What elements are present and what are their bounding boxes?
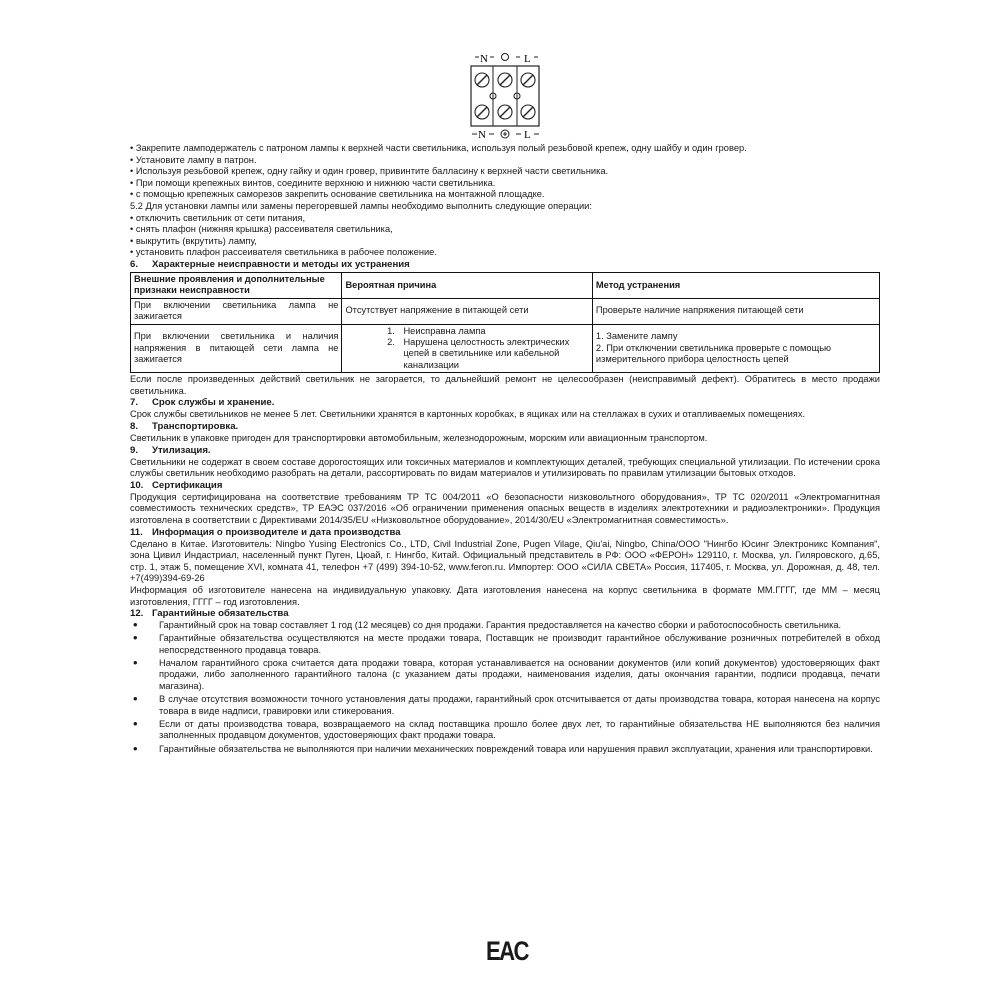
list-item: • Гарантийные обязательства осуществляются на месте продажи товара, Поставщик не производит гарантийное обслуживание розничных потребителей в обход непосредственного продавца товара. <box>130 633 880 656</box>
terminal-block-diagram <box>468 52 542 140</box>
diagram-label-bottom-n: N <box>478 129 486 140</box>
fault-2-remedies <box>592 324 879 373</box>
intro-bullet-5: • с помощью крепежных саморезов закрепить основание светильника на монтажной площадке. <box>130 189 545 200</box>
document-body <box>130 143 880 757</box>
faults-table-row <box>131 324 880 373</box>
intro-bullet-1: • Закрепите ламподержатель с патроном лампы к верхней части светильника, используя полый резьбовой крепеж, одну шайбу и один гровер. <box>130 143 747 153</box>
section-12-title: Гарантийные обязательства <box>152 608 289 620</box>
section-6-number: 6. <box>130 258 139 270</box>
section-9-heading <box>130 445 880 457</box>
section-8-heading <box>130 421 880 433</box>
section-12-number: 12. <box>130 608 144 620</box>
section-8-number: 8. <box>130 420 139 432</box>
section-5-2-step-2: • снять плафон (нижняя крышка) рассеивателя светильника, <box>130 224 393 235</box>
section-9-text: Светильники не содержат в своем составе дорогостоящих или токсичных материалов и комплектующих деталей, требующих специальной утилизации. По истечении срока службы светильник необходимо разобрать на детали, рассортировать по видам материалов и утилизировать по правилам утилизации бытовых отходов. <box>130 456 880 479</box>
section-10-title: Сертификация <box>152 479 223 491</box>
section-7-heading <box>130 397 880 409</box>
section-5-2-step-3: • выкрутить (вкрутить) лампу, <box>130 235 257 246</box>
diagram-label-top-l: L <box>524 53 531 65</box>
section-11-heading <box>130 527 880 539</box>
section-10-text: Продукция сертифицирована на соответствие требованиям ТР ТС 004/2011 «О безопасности низковольтного оборудования», ТР ТС 020/2011 «Электромагнитная совместимость технических средств», ТР ЕАЭС 037/2016 «Об ограничении применения опасных веществ в изделиях электротехники и радиоэлектроники». Продукция изготовлена в соответствии с Директивами 2014/35/EU «Низковольтное оборудование», 2014/30/EU «Электромагнитная совместимость». <box>130 491 880 525</box>
section-8-text: Светильник в упаковке пригоден для транспортировки автомобильным, железнодорожным, морским или авиационным транспортом. <box>130 432 708 443</box>
eac-certification-mark: EAC <box>486 936 528 966</box>
intro-bullet-3: • Используя резьбовой крепеж, одну гайку и один гровер, привинтите балласину к верхней части светильника. <box>130 166 609 177</box>
section-10-number: 10. <box>130 479 144 491</box>
section-5-2-intro: 5.2 Для установки лампы или замены перегоревшей лампы необходимо выполнить следующие операции: <box>130 200 592 211</box>
section-6-after-text: Если после произведенных действий светильник не загорается, то дальнейший ремонт не целесообразен (неисправимый дефект). Обратитесь в место продажи светильника. <box>130 374 880 396</box>
fault-1-cause: Отсутствует напряжение в питающей сети <box>342 298 592 324</box>
section-11-number: 11. <box>130 526 143 538</box>
faults-table-header-symptom: Внешние проявления и дополнительные признаки неисправности <box>131 272 342 298</box>
section-9-number: 9. <box>130 444 139 456</box>
section-5-2-step-1: • отключить светильник от сети питания, <box>130 212 306 223</box>
intro-bullet-4: • При помощи крепежных винтов, соедините верхнюю и нижнюю части светильника. <box>130 177 496 188</box>
section-7-title: Срок службы и хранение. <box>152 397 275 409</box>
section-7-number: 7. <box>130 397 139 409</box>
faults-table-header-remedy: Метод устранения <box>592 272 879 298</box>
list-item: • Гарантийный срок на товар составляет 1 год (12 месяцев) со дня продажи. Гарантия предоставляется на качество сборки и работоспособность светильника. <box>130 620 880 632</box>
faults-table-row <box>131 298 880 324</box>
fault-1-symptom: При включении светильника лампа не зажигается <box>131 298 342 324</box>
section-11-title: Информация о производителе и дата производства <box>152 526 401 538</box>
faults-table-header-row <box>131 272 880 298</box>
warranty-list <box>130 620 880 755</box>
list-item: • В случае отсутствия возможности точного установления даты продажи, гарантийный срок отсчитывается от даты производства товара, которая нанесена на корпус товара в виде надписи, гравировки или стикерования. <box>130 694 880 717</box>
section-5-2-step-4: • установить плафон рассеивателя светильника в рабочее положение. <box>130 247 437 258</box>
section-6-title: Характерные неисправности и методы их устранения <box>152 258 410 270</box>
diagram-label-top-n: N <box>480 53 488 65</box>
faults-table <box>130 272 880 373</box>
section-12-heading <box>130 608 880 620</box>
fault-1-remedy: Проверьте наличие напряжения питающей сети <box>592 298 879 324</box>
section-11-text-2: Информация об изготовителе нанесена на индивидуальную упаковку. Дата изготовления нанесена на корпус светильника в формате ММ.ГГГГ, где ММ – месяц изготовления, ГГГГ – год изготовления. <box>130 584 880 607</box>
section-9-title: Утилизация. <box>152 444 211 456</box>
faults-table-header-cause: Вероятная причина <box>342 272 592 298</box>
list-item: • Началом гарантийного срока считается дата продажи товара, которая устанавливается на основании документов (или копий документов) удостоверяющих факт продажи, либо заполненного гарантийного талона (с указанием даты продажи, наименования изделия, даты окончания гарантии, подписи продавца, печати магазина). <box>130 658 880 693</box>
section-10-heading <box>130 480 880 492</box>
fault-2-remedy-1: 1. Замените лампу <box>595 331 678 342</box>
intro-bullet-2: • Установите лампу в патрон. <box>130 154 257 165</box>
diagram-label-bottom-l: L <box>524 129 531 140</box>
section-8-title: Транспортировка. <box>152 420 239 432</box>
fault-2-remedy-2: 2. При отключении светильника проверьте с помощью измерительного прибора целостность цепей <box>595 342 832 365</box>
list-item: • Если от даты производства товара, возвращаемого на склад поставщика прошло более двух лет, то гарантийные обязательства НЕ выполняются без наличия заполненных продавцом документов, удостоверяющих факт продажи товара. <box>130 719 880 742</box>
list-item: • Гарантийные обязательства не выполняются при наличии механических повреждений товара или нарушения правил эксплуатации, хранения или транспортировки. <box>130 744 880 756</box>
fault-2-cause-2: 2. Нарушена целостность электрических цепей в светильнике или кабельной канализации <box>397 337 588 371</box>
section-7-text: Срок службы светильников не менее 5 лет. Светильники хранятся в картонных коробках, в ящиках или на стеллажах в сухих и отапливаемых помещениях. <box>130 409 806 420</box>
section-11-text-1: Сделано в Китае. Изготовитель: Ningbo Yusing Electronics Co., LTD, Civil Industrial Zone, Pugen Vilage, Qiu'ai, Ningbo, China/ООО "Нингбо Юсинг Электроникс Компания", зона Цивил Индастриал, населенный пункт Пуген, Цюай, г. Нингбо, Китай. Официальный представитель в РФ: ООО «ФЕРОН» 129110, г. Москва, ул. Гиляровского, д.65, стр. 1, этаж 5, помещение XVI, комната 41, телефон +7 (499) 394-10-52, www.feron.ru. Импортер: ООО «СИЛА СВЕТА» Россия, 117405, г. Москва, ул. Дорожная, д. 48, тел. +7(499)394-69-26 <box>130 538 880 584</box>
fault-2-causes <box>342 324 592 373</box>
fault-2-cause-1: 1. Неисправна лампа <box>397 326 588 337</box>
section-6-heading <box>130 259 880 271</box>
fault-2-symptom: При включении светильника и наличия напряжения в питающей сети лампа не зажигается <box>131 324 342 373</box>
